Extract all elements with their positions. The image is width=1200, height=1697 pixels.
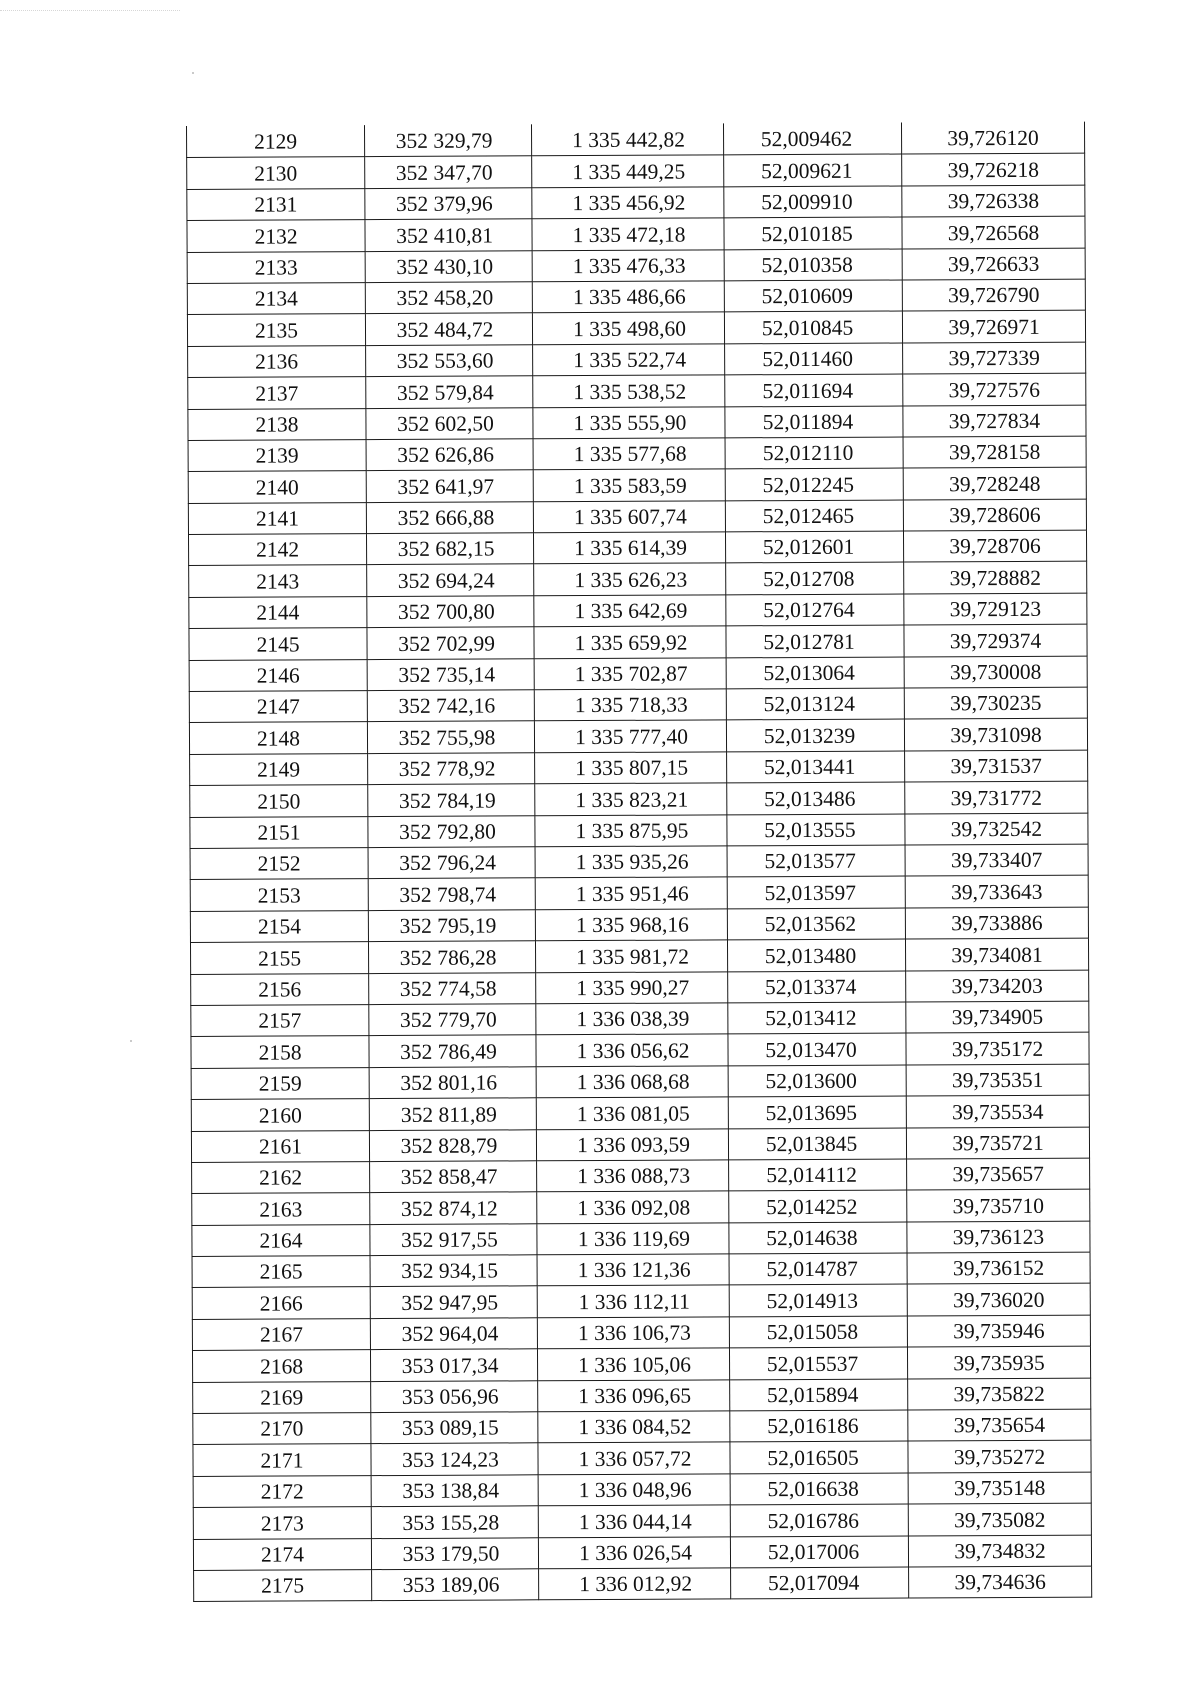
point-number-cell: 2148 (189, 722, 367, 754)
table-row (193, 1378, 1091, 1414)
point-number-cell: 2131 (187, 188, 365, 220)
table-row (190, 875, 1088, 911)
longitude-cell: 39,730235 (904, 687, 1087, 719)
longitude-cell: 39,728158 (903, 436, 1086, 468)
point-number-cell: 2158 (191, 1036, 369, 1068)
y-coordinate-cell: 1 335 951,46 (535, 877, 727, 909)
point-number-cell: 2166 (192, 1287, 370, 1319)
longitude-cell: 39,733643 (905, 875, 1088, 907)
x-coordinate-cell: 352 934,15 (370, 1255, 537, 1287)
longitude-cell: 39,728606 (903, 499, 1086, 531)
latitude-cell: 52,011460 (725, 343, 903, 375)
latitude-cell: 52,013597 (727, 876, 905, 908)
y-coordinate-cell: 1 336 084,52 (538, 1411, 730, 1443)
point-number-cell: 2144 (189, 596, 367, 628)
table-row (192, 1189, 1090, 1225)
latitude-cell: 52,014252 (729, 1190, 907, 1222)
longitude-cell: 39,734203 (906, 970, 1089, 1002)
table-row (189, 593, 1087, 629)
latitude-cell: 52,014638 (729, 1222, 907, 1254)
table-row (192, 1158, 1090, 1194)
table-row (189, 687, 1087, 723)
latitude-cell: 52,016505 (730, 1441, 908, 1473)
table-row (192, 1252, 1090, 1288)
table-row (187, 216, 1085, 252)
point-number-cell: 2132 (187, 220, 365, 252)
point-number-cell: 2151 (190, 816, 368, 848)
longitude-cell: 39,730008 (904, 656, 1087, 688)
longitude-cell: 39,733407 (905, 844, 1088, 876)
x-coordinate-cell: 352 779,70 (369, 1004, 536, 1036)
x-coordinate-cell: 352 964,04 (370, 1318, 537, 1350)
latitude-cell: 52,015058 (729, 1316, 907, 1348)
table-row (192, 1315, 1090, 1351)
table-row (187, 185, 1085, 221)
latitude-cell: 52,012781 (726, 625, 904, 657)
y-coordinate-cell: 1 335 935,26 (535, 846, 727, 878)
table-row (190, 750, 1088, 786)
latitude-cell: 52,013562 (727, 908, 905, 940)
latitude-cell: 52,012465 (725, 500, 903, 532)
longitude-cell: 39,734905 (906, 1001, 1089, 1033)
y-coordinate-cell: 1 335 823,21 (535, 783, 727, 815)
point-number-cell: 2170 (193, 1413, 371, 1445)
point-number-cell: 2165 (192, 1256, 370, 1288)
x-coordinate-cell: 352 874,12 (370, 1192, 537, 1224)
y-coordinate-cell: 1 335 472,18 (532, 218, 724, 250)
point-number-cell: 2164 (192, 1224, 370, 1256)
latitude-cell: 52,012601 (725, 531, 903, 563)
y-coordinate-cell: 1 336 093,59 (536, 1128, 728, 1160)
latitude-cell: 52,012110 (725, 437, 903, 469)
longitude-cell: 39,731537 (905, 750, 1088, 782)
point-number-cell: 2150 (190, 785, 368, 817)
x-coordinate-cell: 352 774,58 (369, 972, 536, 1004)
longitude-cell: 39,736123 (907, 1221, 1090, 1253)
latitude-cell: 52,013441 (727, 751, 905, 783)
table-row (191, 1001, 1089, 1037)
y-coordinate-cell: 1 335 642,69 (534, 595, 726, 627)
latitude-cell: 52,013695 (728, 1096, 906, 1128)
table-row (191, 1095, 1089, 1131)
y-coordinate-cell: 1 335 498,60 (532, 312, 724, 344)
y-coordinate-cell: 1 336 121,36 (537, 1254, 729, 1286)
x-coordinate-cell: 352 786,49 (369, 1035, 536, 1067)
point-number-cell: 2172 (193, 1475, 371, 1507)
y-coordinate-cell: 1 335 486,66 (532, 281, 724, 313)
y-coordinate-cell: 1 335 990,27 (536, 971, 728, 1003)
y-coordinate-cell: 1 336 044,14 (538, 1505, 730, 1537)
table-row (191, 1064, 1089, 1100)
y-coordinate-cell: 1 335 607,74 (533, 501, 725, 533)
y-coordinate-cell: 1 335 456,92 (532, 187, 724, 219)
point-number-cell: 2140 (188, 471, 366, 503)
longitude-cell: 39,731772 (905, 781, 1088, 813)
x-coordinate-cell: 352 379,96 (365, 188, 532, 220)
y-coordinate-cell: 1 335 626,23 (534, 563, 726, 595)
point-number-cell: 2134 (187, 283, 365, 315)
table-row (191, 1032, 1089, 1068)
table-row (189, 562, 1087, 598)
x-coordinate-cell: 352 796,24 (368, 847, 535, 879)
x-coordinate-cell: 352 858,47 (370, 1161, 537, 1193)
point-number-cell: 2173 (193, 1507, 371, 1539)
longitude-cell: 39,735082 (908, 1503, 1091, 1535)
scan-speck (130, 1040, 132, 1042)
longitude-cell: 39,726218 (902, 153, 1085, 185)
longitude-cell: 39,735721 (906, 1127, 1089, 1159)
x-coordinate-cell: 352 755,98 (367, 721, 534, 753)
y-coordinate-cell: 1 335 583,59 (533, 469, 725, 501)
longitude-cell: 39,734636 (909, 1566, 1092, 1598)
point-number-cell: 2153 (190, 879, 368, 911)
x-coordinate-cell: 352 347,70 (365, 156, 532, 188)
y-coordinate-cell: 1 336 119,69 (537, 1223, 729, 1255)
y-coordinate-cell: 1 336 056,62 (536, 1034, 728, 1066)
point-number-cell: 2152 (190, 848, 368, 880)
point-number-cell: 2157 (191, 1005, 369, 1037)
x-coordinate-cell: 352 430,10 (365, 250, 532, 282)
table-row (191, 1127, 1089, 1163)
point-number-cell: 2147 (189, 691, 367, 723)
table-row (188, 530, 1086, 566)
latitude-cell: 52,012245 (725, 468, 903, 500)
latitude-cell: 52,013555 (727, 814, 905, 846)
y-coordinate-cell: 1 336 081,05 (536, 1097, 728, 1129)
x-coordinate-cell: 352 947,95 (370, 1286, 537, 1318)
point-number-cell: 2159 (191, 1067, 369, 1099)
x-coordinate-cell: 352 626,86 (366, 439, 533, 471)
x-coordinate-cell: 352 742,16 (367, 690, 534, 722)
table-row (188, 373, 1086, 409)
latitude-cell: 52,016786 (730, 1504, 908, 1536)
latitude-cell: 52,009621 (724, 154, 902, 186)
y-coordinate-cell: 1 336 038,39 (536, 1003, 728, 1035)
x-coordinate-cell: 352 792,80 (368, 815, 535, 847)
x-coordinate-cell: 353 124,23 (371, 1443, 538, 1475)
longitude-cell: 39,726971 (902, 310, 1085, 342)
latitude-cell: 52,010185 (724, 217, 902, 249)
point-number-cell: 2135 (187, 314, 365, 346)
longitude-cell: 39,736152 (907, 1252, 1090, 1284)
latitude-cell: 52,010845 (724, 311, 902, 343)
point-number-cell: 2167 (192, 1318, 370, 1350)
table-row (188, 405, 1086, 441)
latitude-cell: 52,012764 (726, 594, 904, 626)
point-number-cell: 2141 (188, 502, 366, 534)
latitude-cell: 52,017094 (731, 1567, 909, 1599)
point-number-cell: 2171 (193, 1444, 371, 1476)
longitude-cell: 39,735272 (908, 1440, 1091, 1472)
longitude-cell: 39,726338 (902, 185, 1085, 217)
point-number-cell: 2155 (190, 942, 368, 974)
table-row (190, 938, 1088, 974)
longitude-cell: 39,726633 (902, 248, 1085, 280)
coordinates-table (186, 122, 1092, 1603)
point-number-cell: 2162 (192, 1162, 370, 1194)
y-coordinate-cell: 1 335 807,15 (535, 752, 727, 784)
latitude-cell: 52,014112 (729, 1159, 907, 1191)
point-number-cell: 2163 (192, 1193, 370, 1225)
table-row (187, 248, 1085, 284)
y-coordinate-cell: 1 336 105,06 (537, 1348, 729, 1380)
longitude-cell: 39,736020 (907, 1284, 1090, 1316)
coordinates-table-body (187, 122, 1092, 1602)
latitude-cell: 52,013845 (728, 1127, 906, 1159)
table-row (193, 1409, 1091, 1445)
table-row (188, 342, 1086, 378)
longitude-cell: 39,728248 (903, 467, 1086, 499)
latitude-cell: 52,011694 (725, 374, 903, 406)
latitude-cell: 52,013239 (726, 719, 904, 751)
table-row (192, 1221, 1090, 1257)
longitude-cell: 39,734832 (908, 1535, 1091, 1567)
latitude-cell: 52,014913 (729, 1284, 907, 1316)
point-number-cell: 2149 (190, 753, 368, 785)
latitude-cell: 52,013480 (727, 939, 905, 971)
table-row (190, 781, 1088, 817)
y-coordinate-cell: 1 335 577,68 (533, 438, 725, 470)
x-coordinate-cell: 353 017,34 (370, 1349, 537, 1381)
longitude-cell: 39,735534 (906, 1095, 1089, 1127)
x-coordinate-cell: 352 484,72 (365, 313, 532, 345)
longitude-cell: 39,732542 (905, 813, 1088, 845)
table-row (190, 844, 1088, 880)
longitude-cell: 39,735822 (908, 1378, 1091, 1410)
y-coordinate-cell: 1 335 777,40 (534, 720, 726, 752)
y-coordinate-cell: 1 336 096,65 (538, 1379, 730, 1411)
latitude-cell: 52,010609 (724, 280, 902, 312)
x-coordinate-cell: 352 917,55 (370, 1223, 537, 1255)
latitude-cell: 52,013124 (726, 688, 904, 720)
longitude-cell: 39,735148 (908, 1472, 1091, 1504)
longitude-cell: 39,735351 (906, 1064, 1089, 1096)
longitude-cell: 39,726568 (902, 216, 1085, 248)
table-row (191, 970, 1089, 1006)
latitude-cell: 52,009462 (723, 123, 901, 155)
table-row (189, 719, 1087, 755)
x-coordinate-cell: 352 702,99 (367, 627, 534, 659)
x-coordinate-cell: 352 778,92 (368, 753, 535, 785)
table-row (189, 624, 1087, 660)
longitude-cell: 39,727834 (903, 405, 1086, 437)
table-row (193, 1535, 1091, 1571)
x-coordinate-cell: 352 795,19 (368, 910, 535, 942)
table-row (187, 310, 1085, 346)
longitude-cell: 39,735946 (907, 1315, 1090, 1347)
y-coordinate-cell: 1 335 522,74 (533, 344, 725, 376)
x-coordinate-cell: 353 179,50 (371, 1537, 538, 1569)
point-number-cell: 2138 (188, 408, 366, 440)
y-coordinate-cell: 1 336 048,96 (538, 1474, 730, 1506)
latitude-cell: 52,013577 (727, 845, 905, 877)
x-coordinate-cell: 352 579,84 (366, 376, 533, 408)
x-coordinate-cell: 352 602,50 (366, 407, 533, 439)
point-number-cell: 2142 (188, 534, 366, 566)
latitude-cell: 52,009910 (724, 186, 902, 218)
latitude-cell: 52,014787 (729, 1253, 907, 1285)
latitude-cell: 52,010358 (724, 249, 902, 281)
x-coordinate-cell: 352 458,20 (365, 282, 532, 314)
x-coordinate-cell: 352 682,15 (366, 533, 533, 565)
x-coordinate-cell: 352 798,74 (368, 878, 535, 910)
table-row (192, 1284, 1090, 1320)
point-number-cell: 2161 (191, 1130, 369, 1162)
coordinates-table-container (186, 122, 1091, 1603)
longitude-cell: 39,735172 (906, 1032, 1089, 1064)
table-row (187, 153, 1085, 189)
latitude-cell: 52,013600 (728, 1065, 906, 1097)
latitude-cell: 52,017006 (730, 1536, 908, 1568)
scan-speck (192, 72, 194, 74)
y-coordinate-cell: 1 335 442,82 (531, 124, 723, 156)
x-coordinate-cell: 353 089,15 (371, 1412, 538, 1444)
longitude-cell: 39,735710 (907, 1189, 1090, 1221)
x-coordinate-cell: 352 329,79 (365, 125, 532, 157)
y-coordinate-cell: 1 336 068,68 (536, 1066, 728, 1098)
latitude-cell: 52,015894 (730, 1379, 908, 1411)
longitude-cell: 39,729123 (904, 593, 1087, 625)
point-number-cell: 2145 (189, 628, 367, 660)
x-coordinate-cell: 353 155,28 (371, 1506, 538, 1538)
y-coordinate-cell: 1 335 659,92 (534, 626, 726, 658)
latitude-cell: 52,012708 (726, 562, 904, 594)
point-number-cell: 2175 (194, 1570, 372, 1602)
point-number-cell: 2137 (188, 377, 366, 409)
latitude-cell: 52,013064 (726, 657, 904, 689)
point-number-cell: 2143 (189, 565, 367, 597)
point-number-cell: 2139 (188, 440, 366, 472)
latitude-cell: 52,013412 (728, 1002, 906, 1034)
longitude-cell: 39,731098 (904, 719, 1087, 751)
y-coordinate-cell: 1 336 088,73 (537, 1160, 729, 1192)
point-number-cell: 2160 (191, 1099, 369, 1131)
table-row (193, 1440, 1091, 1476)
x-coordinate-cell: 352 641,97 (366, 470, 533, 502)
longitude-cell: 39,727576 (903, 373, 1086, 405)
x-coordinate-cell: 353 189,06 (372, 1569, 539, 1601)
x-coordinate-cell: 352 801,16 (369, 1067, 536, 1099)
y-coordinate-cell: 1 336 057,72 (538, 1442, 730, 1474)
table-row (190, 907, 1088, 943)
y-coordinate-cell: 1 335 875,95 (535, 814, 727, 846)
y-coordinate-cell: 1 335 538,52 (533, 375, 725, 407)
x-coordinate-cell: 352 553,60 (366, 345, 533, 377)
longitude-cell: 39,735935 (907, 1346, 1090, 1378)
x-coordinate-cell: 352 786,28 (368, 941, 535, 973)
longitude-cell: 39,734081 (905, 938, 1088, 970)
y-coordinate-cell: 1 335 555,90 (533, 406, 725, 438)
point-number-cell: 2146 (189, 659, 367, 691)
longitude-cell: 39,727339 (903, 342, 1086, 374)
point-number-cell: 2130 (187, 157, 365, 189)
table-row (194, 1566, 1092, 1602)
y-coordinate-cell: 1 336 012,92 (539, 1568, 731, 1600)
scan-artifact-top (0, 10, 180, 13)
latitude-cell: 52,013486 (727, 782, 905, 814)
table-row (188, 467, 1086, 503)
longitude-cell: 39,726790 (902, 279, 1085, 311)
y-coordinate-cell: 1 336 026,54 (538, 1536, 730, 1568)
y-coordinate-cell: 1 335 968,16 (535, 909, 727, 941)
latitude-cell: 52,016638 (730, 1473, 908, 1505)
table-row (193, 1472, 1091, 1508)
x-coordinate-cell: 353 056,96 (371, 1380, 538, 1412)
longitude-cell: 39,729374 (904, 624, 1087, 656)
table-row (187, 279, 1085, 315)
y-coordinate-cell: 1 336 112,11 (537, 1285, 729, 1317)
longitude-cell: 39,735654 (908, 1409, 1091, 1441)
longitude-cell: 39,733886 (905, 907, 1088, 939)
point-number-cell: 2136 (188, 345, 366, 377)
y-coordinate-cell: 1 335 476,33 (532, 249, 724, 281)
table-row (193, 1503, 1091, 1539)
latitude-cell: 52,013374 (728, 971, 906, 1003)
latitude-cell: 52,013470 (728, 1033, 906, 1065)
point-number-cell: 2129 (187, 126, 365, 158)
y-coordinate-cell: 1 336 106,73 (537, 1317, 729, 1349)
point-number-cell: 2156 (191, 973, 369, 1005)
point-number-cell: 2133 (187, 251, 365, 283)
latitude-cell: 52,016186 (730, 1410, 908, 1442)
x-coordinate-cell: 352 666,88 (366, 501, 533, 533)
x-coordinate-cell: 352 410,81 (365, 219, 532, 251)
table-row (190, 813, 1088, 849)
latitude-cell: 52,011894 (725, 406, 903, 438)
point-number-cell: 2154 (190, 910, 368, 942)
y-coordinate-cell: 1 335 614,39 (533, 532, 725, 564)
y-coordinate-cell: 1 336 092,08 (537, 1191, 729, 1223)
x-coordinate-cell: 352 828,79 (369, 1129, 536, 1161)
x-coordinate-cell: 352 811,89 (369, 1098, 536, 1130)
latitude-cell: 52,015537 (729, 1347, 907, 1379)
table-row (188, 436, 1086, 472)
x-coordinate-cell: 352 735,14 (367, 658, 534, 690)
longitude-cell: 39,735657 (907, 1158, 1090, 1190)
longitude-cell: 39,728706 (903, 530, 1086, 562)
y-coordinate-cell: 1 335 449,25 (532, 155, 724, 187)
x-coordinate-cell: 352 700,80 (367, 596, 534, 628)
longitude-cell: 39,728882 (904, 562, 1087, 594)
x-coordinate-cell: 352 784,19 (368, 784, 535, 816)
table-row (187, 122, 1085, 158)
y-coordinate-cell: 1 335 702,87 (534, 658, 726, 690)
longitude-cell: 39,726120 (901, 122, 1084, 154)
point-number-cell: 2169 (193, 1381, 371, 1413)
table-row (189, 656, 1087, 692)
table-row (192, 1346, 1090, 1382)
point-number-cell: 2174 (193, 1538, 371, 1570)
y-coordinate-cell: 1 335 981,72 (535, 940, 727, 972)
x-coordinate-cell: 352 694,24 (367, 564, 534, 596)
x-coordinate-cell: 353 138,84 (371, 1475, 538, 1507)
table-row (188, 499, 1086, 535)
point-number-cell: 2168 (192, 1350, 370, 1382)
y-coordinate-cell: 1 335 718,33 (534, 689, 726, 721)
